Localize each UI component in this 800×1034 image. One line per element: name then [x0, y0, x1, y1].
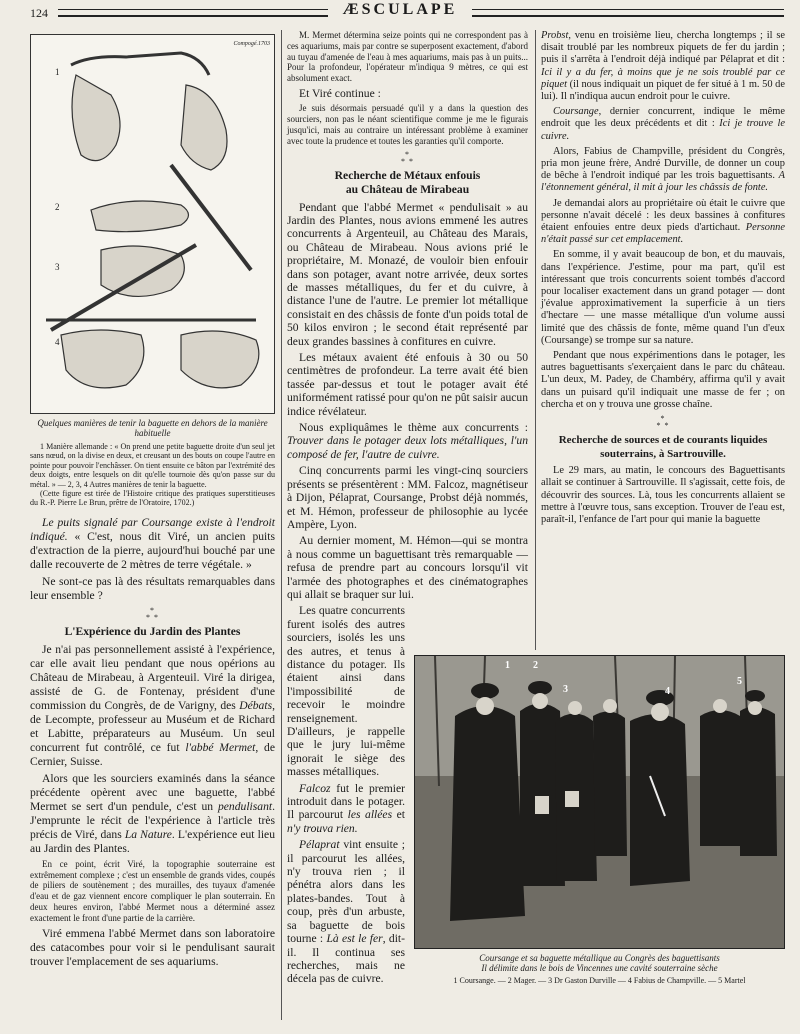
- section-asterism: * * *: [656, 414, 670, 431]
- text-span: . J'emprunte le récit de l'expérience à l'article très précis de Viré, dans: [30, 799, 275, 841]
- photo-number-4: 4: [665, 686, 670, 697]
- text-span: , de Lecompte, professeur au Muséum et de Richard et Labitte, préparateurs au Muséum. Un seul concurrent fut contrôlé, ce fut: [30, 698, 275, 754]
- text-span: , de Cernier, Suisse.: [30, 740, 275, 768]
- italic-span: l'abbé Mermet: [185, 740, 256, 754]
- hands-engraving-image: [31, 35, 274, 411]
- heading-line: au Château de Mirabeau: [345, 182, 470, 196]
- heading-line: Recherche de sources et de courants liquides: [558, 434, 768, 447]
- photo-number-2: 2: [533, 660, 538, 671]
- figure-label-4: 4: [55, 337, 60, 347]
- heading-line: Recherche de Métaux enfouis: [334, 168, 481, 182]
- paragraph: En somme, il y avait beaucoup de bon, et du mauvais, dans l'expérience. J'estime, pour ma part, qu'il est intéressant que trois concurrents soient tombés d'accord pour localiser exactement dans un grand potager — dont j'évalue approximativement la superficie à un tiers d'hectare — une masse métallique d'un volume aussi limité que des châssis de fonte, même quand l'un d'eux (Coursange) se trompe sur sa nature.: [541, 249, 785, 346]
- text-span: Alors que les sourciers examinés dans la séance précédente opèrent avec une baguette, l'abbé Mermet se sert d'un pendule, c'est un: [30, 771, 275, 813]
- paragraph: [30, 772, 275, 856]
- paragraph: [287, 782, 405, 836]
- italic-span: Le puits signalé par Coursange existe à l'endroit indiqué.: [30, 515, 275, 543]
- paragraph: Viré emmena l'abbé Mermet dans son laboratoire des catacombes pour voir si le pendulisant saurait trouver l'emplacement de ses aquariums.: [30, 926, 275, 968]
- paragraph: [30, 643, 275, 769]
- section-heading-sartrouville: [541, 433, 785, 461]
- text-span: vint ensuite ; il parcourut les allées, n'y trouva rien ; il pénétra alors dans les plates-bandes. Tout à coup, près d'un arbuste, sa baguette de bois tourne :: [287, 838, 405, 946]
- paragraph: Cinq concurrents parmi les vingt-cinq sourciers présents se présentèrent : MM. Falcoz, magnétiseur à Dijon, Pélaprat, Coursange, Probst déjà nommés, et M. Hémon, professeur de philosophie au lycée Ampère, Lyon.: [287, 464, 528, 531]
- photo-number-3: 3: [563, 684, 568, 695]
- section-heading-metaux-enfouis: [287, 169, 528, 197]
- photo-baguettisants-bois-de-vincennes: [414, 655, 785, 949]
- note-2: (Cette figure est tirée de l'Histoire critique des pratiques superstitieuses du R.-P. Pierre Le Brun, prêtre de l'Oratoire, 1702.): [30, 489, 275, 508]
- header-rule-right: [472, 9, 784, 17]
- photo-legend: 1 Coursange. — 2 Mager. — 3 Dr Gaston Durville — 4 Fabius de Champville. — 5 Martel: [453, 976, 746, 985]
- photo-caption-line2: Il délimite dans le bois de Vincennes une cavité souterraine sèche: [481, 963, 718, 973]
- italic-span: Débats: [239, 698, 273, 712]
- quoted-paragraph: Je suis désormais persuadé qu'il y a dans la question des sourciers, non pas le néant scientifique comme je me le figurais jusqu'ici, mais au contraire un intéressant problème à examiner avec toute la prudence et toutes les garanties qu'il comporte.: [287, 103, 528, 146]
- italic-span: Trouver dans le potager deux lots métalliques, l'un composé de fer, l'autre de cuivre.: [287, 434, 528, 461]
- quoted-paragraph: M. Mermet détermina seize points qui ne correspondent pas à ces aquariums, mais par contre se superposent exactement, d'abord au tuyau d'amenée de l'eau à mes aquariums, mais pas à un puits... Pour la profondeur, l'opérateur m'indiqua 9 mètres, ce qui est absolument exact.: [287, 30, 528, 84]
- paragraph: Pendant que nous expérimentions dans le potager, les autres baguettisants s'exerçaient dans le parc du château. L'un deux, M. Padey, de Chambéry, affirma qu'il y avait dans un puisard qu'il indiquait une masse de fer ; on chercha et on y trouva une grosse chaîne.: [541, 350, 785, 410]
- paragraph: [541, 198, 785, 247]
- paragraph: Pendant que l'abbé Mermet « pendulisait » au Jardin des Plantes, nous avions emmené les autres concurrents à Argenteuil, au Château des Marais, ou Château de Mirabeau. Nous avions prié le propriétaire, M. Monazé, de vouloir bien enfouir dans son potager, avant notre arrivée, deux sortes de masses métalliques, du fer et du cuivre, à distance l'une de l'autre. Le premier lot métallique consistait en des châssis de fonte d'un poids total de 50 kilos environ ; le second était représenté par deux grandes bassines à confitures en cuivre.: [287, 200, 528, 348]
- paragraph: [287, 421, 528, 461]
- italic-span: Falcoz: [299, 781, 331, 795]
- text-span: Alors, Fabius de Champville, président du Congrès, pria mon jeune frère, André Durville, de donner un coup de bêche à l'endroit indiqué par les trois baguettisants.: [541, 145, 785, 182]
- column-3: [541, 30, 785, 529]
- heading-line: souterrains, à Sartrouville.: [600, 448, 726, 461]
- paragraph: Au dernier moment, M. Hémon—qui se montra à nous comme un baguettisant très remarquable — refusa de prendre part au concours lorsqu'il vit l'armée des photographes et des cinématographes qui allait se braquer sur lui.: [287, 534, 528, 601]
- section-asterism: * * *: [401, 149, 414, 166]
- italic-span: Personne n'était passé sur cet emplacement.: [541, 222, 785, 246]
- paragraph: [541, 146, 785, 195]
- illustration-notes: [30, 442, 275, 508]
- paragraph: Les métaux avaient été enfouis à 30 ou 50 centimètres de profondeur. La terre avait été bien tassée par-dessus et tout le potager avait été uniformément ratissé pour qu'on ne pût saisir aucun indice révélateur.: [287, 351, 528, 418]
- column-3-text: [541, 30, 785, 526]
- italic-span: Là est le fer: [326, 932, 383, 946]
- paragraph: Le 29 mars, au matin, le concours des Baguettisants allait se continuer à Sartrouville. Il s'agissait, cette fois, de découvrir des sources. Là, tous les concurrents allaient se mettre à l'œuvre tous, sans exception. Trouver de l'eau est, paraît-il, l'enfance de l'art pour qui manie la baguette: [541, 465, 785, 525]
- paragraph: Les quatre concurrents furent isolés des autres sourciers, isolés les uns des autres, et tenus à distance du potager. Ils étaient ainsi dans l'impossibilité de recevoir le moindre renseignement. D'ailleurs, je rappelle que le jury lui-même ignorait le siège des masses métalliques.: [287, 604, 405, 779]
- italic-span: Coursange: [553, 106, 599, 118]
- text-span: Je n'ai pas personnellement assisté à l'expérience, car elle avait lieu pendant que nous opérions au Château de Mirabeau, à Argenteuil. Viré la dirigea, assisté de G. de Fontenay, président d'une commission du Congrès, de de Varigny, des: [30, 642, 275, 712]
- column-1-text: [30, 516, 275, 969]
- column-divider-2: [535, 30, 536, 650]
- italic-span: Pélaprat: [299, 838, 340, 852]
- paragraph: [541, 106, 785, 143]
- section-asterism: * * *: [146, 605, 159, 622]
- text-span: et: [392, 808, 405, 822]
- text-span: fut le premier introduit dans le potager. Il parcourut: [287, 781, 405, 822]
- text-span: « C'est, nous dit Viré, un ancien puits d'extraction de la pierre, aujourd'hui bouché par une dalle recouverte de 2 mètres de terre végétale. »: [30, 529, 275, 571]
- column-divider-1: [281, 30, 282, 1020]
- text-span: , dit-il. Il continua ses recherches, mais ne décela pas de cuivre.: [287, 932, 405, 986]
- paragraph: [30, 516, 275, 572]
- illustration-hands-holding-rods: [30, 34, 275, 414]
- engraver-signature: Compogé.1703: [233, 41, 270, 47]
- italic-span: A l'étonnement général, il mit à jour les châssis de fonte.: [541, 170, 785, 194]
- illustration-caption: Quelques manières de tenir la baguette en dehors de la manière habituelle: [37, 418, 268, 438]
- italic-span: n'y trouva rien.: [287, 821, 358, 835]
- figure-label-2: 2: [55, 202, 60, 212]
- section-heading-jardin-des-plantes: L'Expérience du Jardin des Plantes: [64, 624, 241, 638]
- italic-span: Ici je trouve le cuivre.: [541, 118, 785, 142]
- text-span: . L'expérience eut lieu au Jardin des Plantes.: [30, 827, 275, 855]
- column-1: [30, 34, 275, 972]
- italic-span: Probst: [541, 30, 569, 41]
- text-span: , dernier concurrent, indique le même endroit que les deux précédents et dit :: [541, 106, 785, 130]
- italic-span: pendulisant: [217, 799, 273, 813]
- photo-number-1: 1: [505, 660, 510, 671]
- journal-title: ÆSCULAPE: [342, 1, 458, 18]
- figure-label-1: 1: [55, 67, 60, 77]
- italic-span: les allées: [347, 808, 393, 822]
- text-span: Nous expliquâmes le thème aux concurrents :: [299, 421, 528, 435]
- text-span: Je demandai alors au propriétaire où était le cuivre que personne n'avait décelé : les deux bassines à confitures étaient enfouies entre deux pieds d'artichaut.: [541, 197, 785, 234]
- photo-caption-line1: Coursange et sa baguette métallique au Congrès des baguettisants: [479, 953, 720, 963]
- italic-span: La Nature: [124, 827, 172, 841]
- running-header: [0, 0, 800, 26]
- photo-figure: [414, 655, 785, 986]
- text-span: , venu en troisième lieu, chercha longtemps ; il se disait troublé par les nombreux piquets de fer du jardin ; puis il s'arrêta à l'endroit déjà indiqué par Pélaprat et dit :: [541, 30, 785, 66]
- note-1: 1 Manière allemande : « On prend une petite baguette droite d'un seul jet sans nœud, on la divise en deux, et creusant un des bouts on coupe l'autre en pointe pour pouvoir l'enchâsser. On tient ensuite ce bâton par l'extrémité des deux doigts, entre lesquels on dit qu'elle tournoie dès qu'on passe sur du métal. » — 2, 3, 4 Autres manières de tenir la baguette.: [30, 442, 275, 489]
- italic-span: Ici il y a du fer, à moins que je ne sois troublé par ce piquet: [541, 66, 785, 90]
- photo-number-5: 5: [737, 676, 742, 687]
- page-number: 124: [30, 6, 48, 20]
- paragraph: Et Viré continue :: [299, 86, 381, 100]
- figure-label-3: 3: [55, 262, 60, 272]
- quoted-paragraph: En ce point, écrit Viré, la topographie souterraine est extrêmement complexe ; c'est un ensemble de grands vides, coupés de piliers de soutènement ; des murailles, des tuyaux d'amenée d'eau et de gaz viennent encore compliquer le plan souterrain. En deux heures environ, l'abbé Mermet nous a déterminé assez exactement le front d'une partie de la carrière.: [30, 858, 275, 923]
- paragraph: [287, 838, 405, 985]
- text-span: (il nous indiquait un piquet de fer situé à 1 m. 50 de lui). Il n'indiqua aucun endroit pour le cuivre.: [541, 78, 785, 103]
- photo-image: [415, 656, 784, 948]
- paragraph: [541, 30, 785, 103]
- paragraph: Ne sont-ce pas là des résultats remarquables dans leur ensemble ?: [30, 574, 275, 602]
